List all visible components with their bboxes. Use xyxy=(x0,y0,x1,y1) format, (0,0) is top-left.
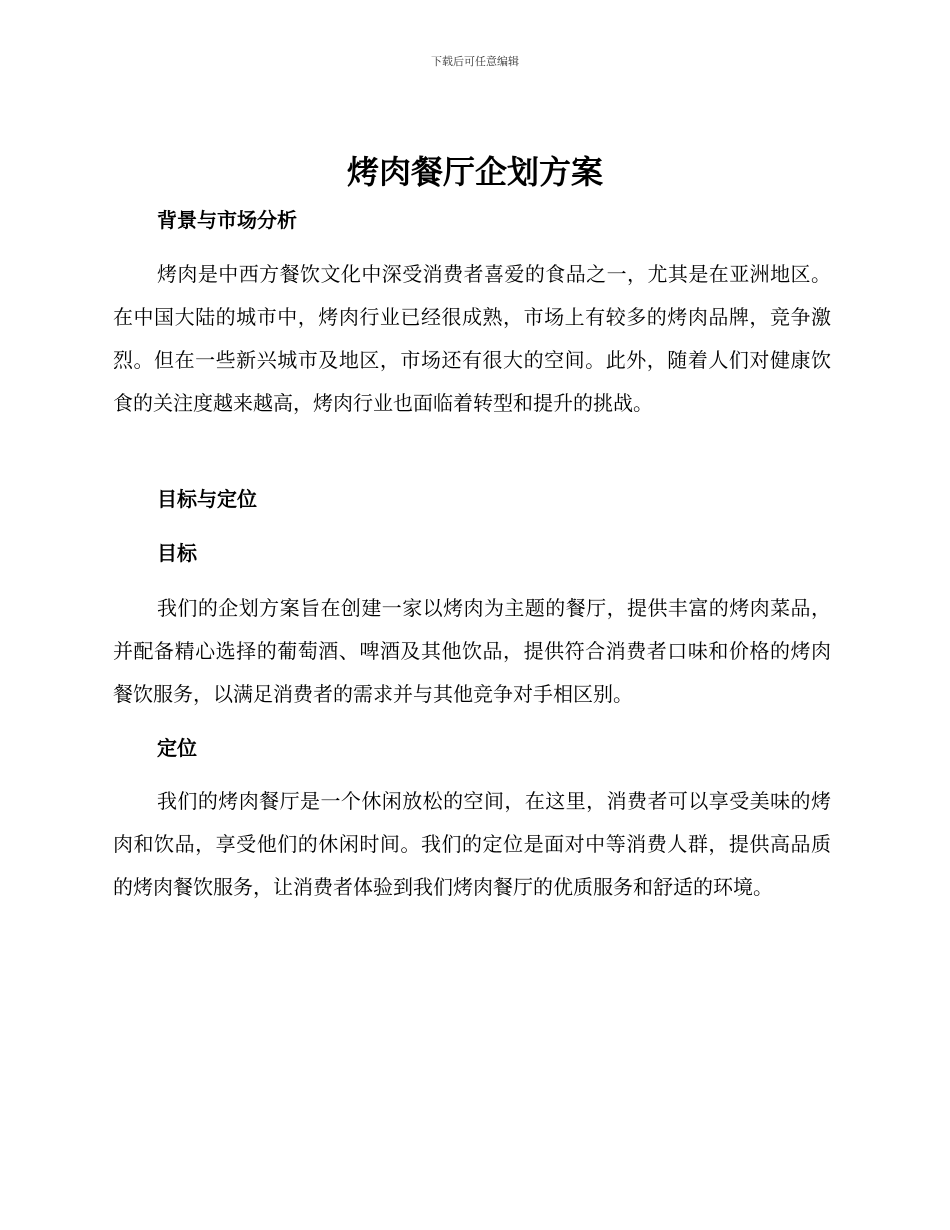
section-heading-goal: 目标 xyxy=(157,541,197,565)
section-heading-goals-positioning: 目标与定位 xyxy=(157,487,257,511)
section-paragraph-positioning: 我们的烤肉餐厅是一个休闲放松的空间，在这里，消费者可以享受美味的烤肉和饮品，享受他们的休闲时间。我们的定位是面对中等消费人群，提供高品质的烤肉餐饮服务，让消费者体验到我们烤肉餐厅的优质服务和舒适的环境。 xyxy=(113,789,831,899)
section-heading-background: 背景与市场分析 xyxy=(157,208,297,232)
document-title: 烤肉餐厅企划方案 xyxy=(346,153,603,191)
page-header-note: 下载后可任意编辑 xyxy=(431,55,519,68)
section-heading-positioning: 定位 xyxy=(157,736,197,760)
section-paragraph-goal: 我们的企划方案旨在创建一家以烤肉为主题的餐厅，提供丰富的烤肉菜品，并配备精心选择的葡萄酒、啤酒及其他饮品，提供符合消费者口味和价格的烤肉餐饮服务，以满足消费者的需求并与其他竞争对手相区别。 xyxy=(113,596,831,706)
section-paragraph-background: 烤肉是中西方餐饮文化中深受消费者喜爱的食品之一，尤其是在亚洲地区。在中国大陆的城市中，烤肉行业已经很成熟，市场上有较多的烤肉品牌，竞争激烈。但在一些新兴城市及地区，市场还有很大的空间。此外，随着人们对健康饮食的关注度越来越高，烤肉行业也面临着转型和提升的挑战。 xyxy=(113,262,831,415)
